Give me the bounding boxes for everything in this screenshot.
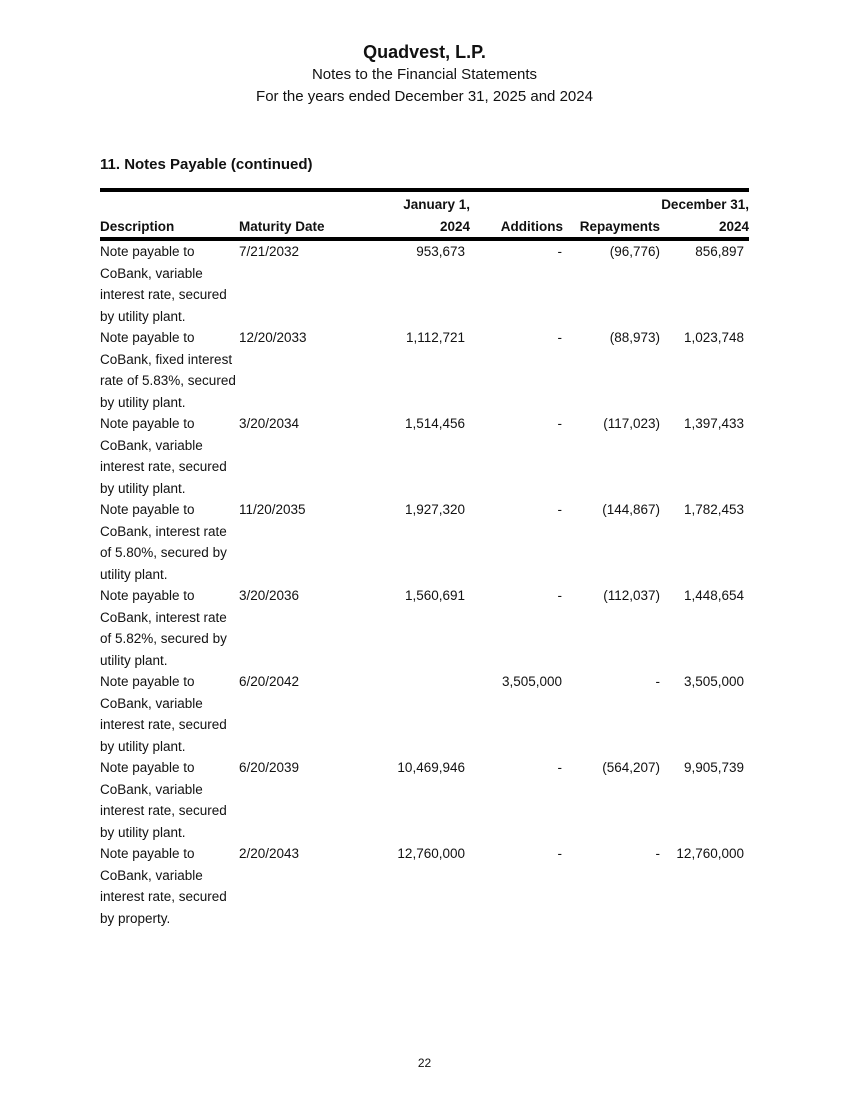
cell-additions: -	[557, 588, 562, 603]
table-row	[100, 413, 749, 499]
cell-december-31: 3,505,000	[683, 674, 744, 689]
cell-repayments: (564,207)	[602, 760, 660, 775]
cell-repayments: (144,867)	[602, 502, 660, 517]
column-header-december-line2: 2024	[718, 218, 749, 234]
table-row	[100, 499, 749, 585]
document-header	[0, 40, 849, 108]
cell-december-31: 9,905,739	[683, 760, 744, 775]
cell-additions: 3,505,000	[501, 674, 562, 689]
reporting-period: For the years ended December 31, 2025 and 2024	[256, 88, 593, 105]
notes-payable-table	[100, 188, 749, 929]
table-row	[100, 585, 749, 671]
cell-maturity-date: 3/20/2034	[239, 416, 300, 431]
cell-repayments: (112,037)	[603, 588, 660, 603]
column-header-repayments: Repayments	[563, 190, 660, 239]
cell-december-31: 1,397,433	[683, 416, 744, 431]
cell-december-31: 12,760,000	[676, 846, 744, 861]
cell-january-1: 12,760,000	[397, 846, 465, 861]
table-header-row	[100, 190, 749, 239]
column-header-description: Description	[100, 190, 239, 239]
section-title: 11. Notes Payable (continued)	[100, 156, 313, 173]
page-number: 22	[417, 1056, 432, 1070]
table-row	[100, 327, 749, 413]
cell-maturity-date: 2/20/2043	[239, 846, 300, 861]
cell-january-1: 1,927,320	[404, 502, 465, 517]
column-header-additions: Additions	[470, 190, 563, 239]
table-row	[100, 671, 749, 757]
cell-january-1: 1,112,721	[405, 330, 465, 345]
cell-description: Note payable to CoBank, fixed interest rate of 5.83%, secured by utility plant.	[100, 330, 236, 410]
cell-additions: -	[557, 846, 562, 861]
cell-additions: -	[557, 760, 562, 775]
column-header-december-line1: December 31,	[661, 197, 749, 212]
cell-additions: -	[557, 502, 562, 517]
column-header-january-line1: January 1,	[403, 197, 470, 212]
cell-description: Note payable to CoBank, variable interest rate, secured by utility plant.	[100, 674, 227, 754]
cell-description: Note payable to CoBank, variable interest rate, secured by utility plant.	[100, 244, 227, 324]
cell-description: Note payable to CoBank, variable interest rate, secured by utility plant.	[100, 416, 227, 496]
cell-additions: -	[557, 330, 562, 345]
cell-january-1: 953,673	[416, 244, 465, 259]
cell-january-1: 1,560,691	[404, 588, 465, 603]
cell-maturity-date: 11/20/2035	[239, 502, 306, 517]
cell-maturity-date: 6/20/2042	[239, 674, 300, 689]
column-header-december-31	[660, 190, 749, 239]
column-header-january-line2: 2024	[439, 218, 470, 234]
cell-repayments: (96,776)	[609, 244, 660, 259]
cell-maturity-date: 3/20/2036	[239, 588, 300, 603]
cell-december-31: 1,023,748	[683, 330, 744, 345]
cell-description: Note payable to CoBank, interest rate of 5.80%, secured by utility plant.	[100, 502, 227, 582]
table-row	[100, 239, 749, 327]
cell-additions: -	[557, 416, 562, 431]
cell-maturity-date: 12/20/2033	[239, 330, 307, 345]
cell-january-1: 1,514,456	[404, 416, 465, 431]
cell-repayments: -	[655, 846, 660, 861]
cell-repayments: (88,973)	[609, 330, 660, 345]
column-header-january-1	[371, 190, 470, 239]
cell-description: Note payable to CoBank, interest rate of 5.82%, secured by utility plant.	[100, 588, 227, 668]
table-row	[100, 757, 749, 843]
cell-description: Note payable to CoBank, variable interest rate, secured by utility plant.	[100, 760, 227, 840]
column-header-maturity-date: Maturity Date	[239, 190, 371, 239]
cell-additions: -	[557, 244, 562, 259]
cell-repayments: (117,023)	[603, 416, 660, 431]
cell-repayments: -	[655, 674, 660, 689]
company-name: Quadvest, L.P.	[363, 42, 486, 62]
cell-december-31: 856,897	[695, 244, 744, 259]
cell-description: Note payable to CoBank, variable interest rate, secured by property.	[100, 846, 227, 926]
cell-december-31: 1,448,654	[683, 588, 744, 603]
cell-maturity-date: 6/20/2039	[239, 760, 300, 775]
cell-january-1: 10,469,946	[397, 760, 465, 775]
cell-december-31: 1,782,453	[683, 502, 744, 517]
document-subtitle: Notes to the Financial Statements	[311, 66, 538, 83]
cell-maturity-date: 7/21/2032	[239, 244, 300, 259]
cell-january-1	[371, 671, 470, 757]
table-row	[100, 843, 749, 929]
